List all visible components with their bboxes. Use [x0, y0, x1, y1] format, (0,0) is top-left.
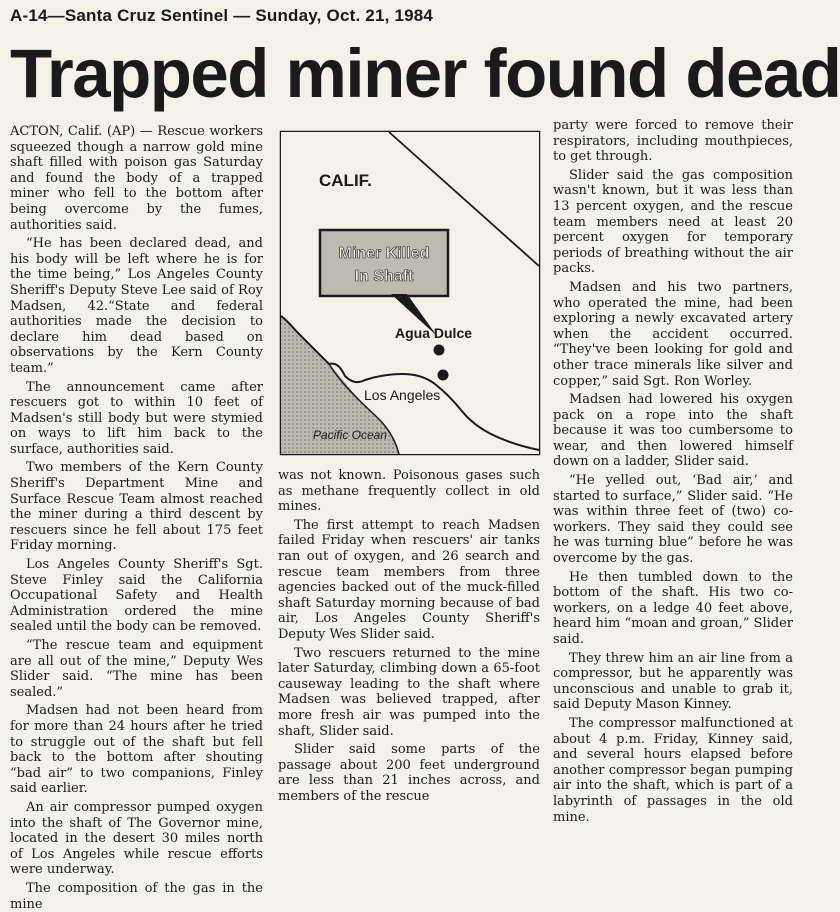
- city-agua-dulce: Agua Dulce: [395, 325, 473, 341]
- callout-line1: Miner Killed: [338, 245, 430, 262]
- article-column-3: [553, 118, 793, 825]
- paragraph: party were forced to remove their respirators, including mouthpieces, to get through.: [553, 118, 793, 165]
- paragraph: Madsen and his two partners, who operated the mine, had been exploring a newly excavated artery when the accident occurred. “They've been looking for gold and other trace minerals like silver and copper,” said Sgt. Ron Worley.: [553, 279, 793, 389]
- paragraph: ACTON, Calif. (AP) — Rescue workers squeezed though a narrow gold mine shaft filled with poison gas Saturday and found the body of a trapped miner who fell to the bottom after being overcome by the fumes, authorities said.: [10, 124, 263, 233]
- headline: Trapped miner found dead: [10, 35, 840, 112]
- paragraph: An air compressor pumped oxygen into the shaft of The Governor mine, located in the desert 30 miles north of Los Angeles while rescue efforts were underway.: [10, 799, 263, 878]
- callout-box: [320, 230, 448, 296]
- map-graphic: [279, 130, 541, 456]
- paragraph: Two members of the Kern County Sheriff's Department Mine and Surface Rescue Team almost reached the miner during a third descent by rescuers since he fell about 175 feet Friday morning.: [10, 460, 263, 554]
- state-label: CALIF.: [319, 171, 372, 190]
- paragraph: The first attempt to reach Madsen failed Friday when rescuers' air tanks ran out of oxygen, and 26 search and rescue team members from three agencies backed out of the muck-filled shaft Saturday morning because of bad air, Los Angeles County Sheriff's Deputy Wes Slider said.: [278, 517, 540, 642]
- paragraph: The announcement came after rescuers got to within 10 feet of Madsen's still body but were stymied on ways to lift him back to the surface, authorities said.: [10, 379, 263, 457]
- paragraph: They threw him an air line from a compressor, but he apparently was unconscious and unable to grab it, said Deputy Mason Kinney.: [553, 650, 793, 713]
- agua-dulce-marker: [434, 345, 445, 356]
- paragraph: Madsen had not been heard from for more than 24 hours after he tried to struggle out of the shaft but fell back to the bottom after shouting “bad air” to two companions, Finley said earlier.: [10, 703, 263, 797]
- page-dateline: A-14—Santa Cruz Sentinel — Sunday, Oct. 21, 1984: [10, 6, 434, 25]
- paragraph: was not known. Poisonous gases such as methane frequently collect in old mines.: [278, 468, 540, 515]
- paragraph: Slider said some parts of the passage about 200 feet underground are less than 21 inches across, and members of the rescue: [278, 742, 540, 804]
- article-column-1: [10, 124, 263, 912]
- article-column-2: [278, 468, 540, 804]
- paragraph: He then tumbled down to the bottom of the shaft. His two co-workers, on a ledge 40 feet above, heard him “moan and groan,” Slider said.: [553, 569, 793, 647]
- city-los-angeles: Los Angeles: [364, 387, 441, 403]
- locator-map: [279, 130, 541, 456]
- paragraph: “He has been declared dead, and his body will be left where he is for the time being,” Los Angeles County Sheriff's Deputy Steve Lee said of Roy Madsen, 42.“State and federal authorities made the decision to declare him dead based on observations by the Kern County team.”: [10, 236, 263, 376]
- paragraph: The compressor malfunctioned at about 4 p.m. Friday, Kinney said, and several hours elapsed before another compressor began pumping air into the shaft, which is part of a labyrinth of passages in the old mine.: [553, 715, 793, 825]
- paragraph: “He yelled out, ‘Bad air,’ and started to surface,” Slider said. “He was within three feet of (two) co-workers. They said they could see he was turning blue” before he was overcome by the gas.: [553, 473, 793, 567]
- los-angeles-marker: [438, 370, 449, 381]
- callout-line2: In Shaft: [354, 268, 414, 285]
- ocean-label: Pacific Ocean: [313, 428, 388, 442]
- paragraph: Slider said the gas composition wasn't known, but it was less than 13 percent oxygen, and the rescue team members need at least 20 percent oxygen for temporary periods of breathing without the air packs.: [553, 167, 793, 277]
- paragraph: “The rescue team and equipment are all out of the mine,” Deputy Wes Slider said. “The mine has been sealed.”: [10, 638, 263, 700]
- paragraph: Madsen had lowered his oxygen pack on a rope into the shaft because it was too cumbersome to wear, and then lowered himself down on a ladder, Slider said.: [553, 392, 793, 470]
- paragraph: Los Angeles County Sheriff's Sgt. Steve Finley said the California Occupational Safety and Health Administration ordered the mine sealed until the body can be removed.: [10, 557, 263, 635]
- paragraph: The composition of the gas in the mine: [10, 880, 263, 912]
- paragraph: Two rescuers returned to the mine later Saturday, climbing down a 65-foot causeway leading to the shaft where Madsen was believed trapped, after more fresh air was pumped into the shaft, Slider said.: [278, 645, 540, 739]
